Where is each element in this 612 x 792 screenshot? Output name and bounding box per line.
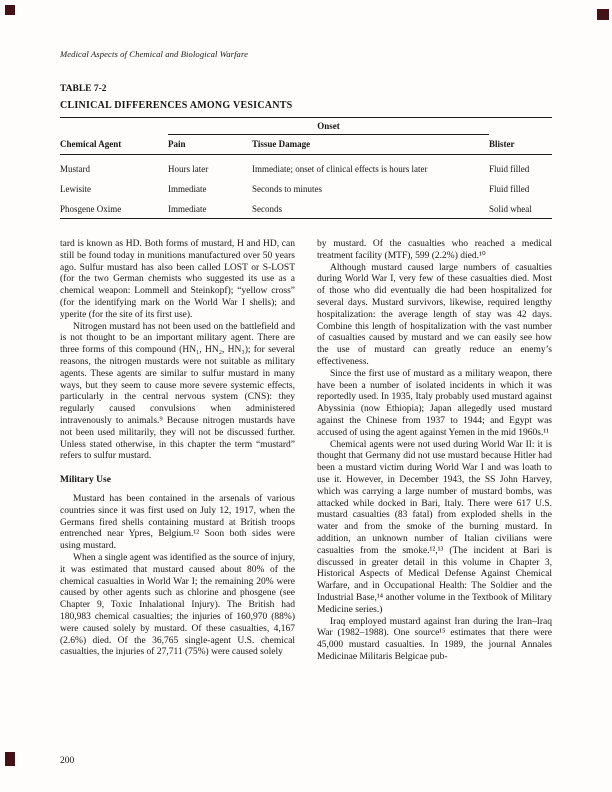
cell-agent: Phosgene Oxime [60, 204, 122, 214]
cell-tissue-damage: Immediate; onset of clinical effects is hours later [252, 164, 428, 174]
column-header-row [60, 135, 552, 155]
scan-mark-bottom-left [5, 752, 15, 766]
onset-spacer-left [60, 118, 168, 135]
onset-spacer-right [489, 118, 552, 135]
body-paragraph: When a single agent was identified as the source of injury, it was estimated that mustard caused about 80% of the chemical casualties in World War I; the remaining 20% were caused by other agents such as chlorine and phosgene (see Chapter 9, Toxic Inhalational Injury). The British had 180,983 chemical casualties; the injuries of 160,970 (88%) were caused solely by mustard. Of these casualties, 4,167 (2.6%) died. Of the 36,765 single-agent U.S. chemical casualties, the injuries of 27,711 (75%) were caused solely [60, 552, 295, 658]
cell-agent: Lewisite [60, 184, 91, 194]
table-label: TABLE 7-2 [60, 84, 107, 94]
onset-header: Onset [168, 118, 489, 135]
cell-tissue-damage: Seconds to minutes [252, 184, 322, 194]
cell-agent: Mustard [60, 164, 90, 174]
table-row-phosgene-oxime [60, 198, 552, 219]
col-chemical-agent: Chemical Agent [60, 135, 168, 155]
cell-pain: Hours later [168, 164, 209, 174]
scan-mark-top-right [597, 9, 609, 20]
table-row-lewisite [60, 178, 552, 198]
vesicants-table [60, 117, 552, 219]
body-paragraph: Since the first use of mustard as a military weapon, there have been a number of isolated incidents in which it was reportedly used. In 1935, Italy probably used mustard against Abyssinia (now Ethiopia); Japan allegedly used mustard against the Chinese from 1937 to 1944; and Egypt was accused of using the agent against Yemen in the mid 1960s.¹¹ [317, 368, 552, 438]
table-row-mustard [60, 155, 552, 179]
scan-mark-top-left [5, 5, 15, 15]
running-head: Medical Aspects of Chemical and Biological Warfare [60, 49, 248, 59]
right-column [317, 239, 552, 664]
cell-tissue-damage: Seconds [252, 204, 282, 214]
cell-blister: Solid wheal [489, 204, 532, 214]
onset-spanner-row [60, 118, 552, 135]
col-blister: Blister [489, 135, 552, 155]
cell-blister: Fluid filled [489, 184, 530, 194]
left-column [60, 239, 295, 664]
col-tissue-damage: Tissue Damage [252, 135, 489, 155]
body-paragraph: tard is known as HD. Both forms of mustard, H and HD, can still be found today in munitions manufactured over 50 years ago. Sulfur mustard has also been called LOST or S-LOST (for the two German chemists who suggested its use as a chemical weapon: Lommell and Steinkopf); “yellow cross” (for the identifying mark on the World War I shells); and yperite (for the site of its first use). [60, 239, 295, 320]
body-paragraph: Chemical agents were not used during World War II: it is thought that Germany did not use mustard because Hitler had been a mustard victim during World War I and was loath to use it. However, in December 1943, the SS John Harvey, which was carrying a large number of mustard bombs, was attacked while docked in Bari, Italy. There were 617 U.S. mustard casualties (83 fatal) from exploded shells in the water and from the smoke of the burning mustard. In addition, an unknown number of Italian civilians were casualties from the smoke.¹²,¹³ (The incident at Bari is discussed in greater detail in this volume in Chapter 3, Historical Aspects of Medical Defense Against Chemical Warfare, and in Occupational Health: The Soldier and the Industrial Base,¹⁴ another volume in the Textbook of Military Medicine series.) [317, 439, 552, 615]
col-pain: Pain [168, 135, 252, 155]
table-title: CLINICAL DIFFERENCES AMONG VESICANTS [60, 100, 293, 111]
body-paragraph: Although mustard caused large numbers of casualties during World War I, very few of these casualties died. Most of those who did eventually die had been hospitalized for several days. Mustard survivors, likewise, required lengthy hospitalization: the average length of stay was 42 days. Combine this length of hospitalization with the vast number of casualties caused by mustard and we can easily see how the use of mustard can greatly reduce an enemy’s effectiveness. [317, 262, 552, 367]
cell-pain: Immediate [168, 184, 207, 194]
page-number: 200 [60, 756, 75, 766]
body-paragraph: Mustard has been contained in the arsenals of various countries since it was first used on July 12, 1917, when the Germans fired shells containing mustard at British troops entrenched near Ypres, Belgium.¹² Soon both sides were using mustard. [60, 493, 295, 552]
body-text [60, 239, 552, 664]
body-paragraph: by mustard. Of the casualties who reached a medical treatment facility (MTF), 599 (2.2%) died.¹⁰ [317, 239, 552, 261]
body-paragraph: Iraq employed mustard against Iran during the Iran–Iraq War (1982–1988). One source¹⁵ estimates that there were 45,000 mustard casualties. In 1989, the journal Annales Medicinae Militaris Belgicae pub- [317, 616, 552, 662]
section-heading-military-use: Military Use [60, 475, 111, 486]
body-paragraph: Nitrogen mustard has not been used on the battlefield and is not thought to be an important military agent. There are three forms of this compound (HN₁, HN₂, HN₃); for several reasons, the nitrogen mustards were not suitable as military agents. These agents are similar to sulfur mustard in many ways, but they seem to cause more severe systemic effects, particularly in the central nervous system (CNS): they regularly caused convulsions when administered intravenously to animals.⁹ Because nitrogen mustards have not been used militarily, they will not be discussed further. Unless stated otherwise, in this chapter the term “mustard” refers to sulfur mustard. [60, 321, 295, 462]
cell-blister: Fluid filled [489, 164, 530, 174]
cell-pain: Immediate [168, 204, 207, 214]
